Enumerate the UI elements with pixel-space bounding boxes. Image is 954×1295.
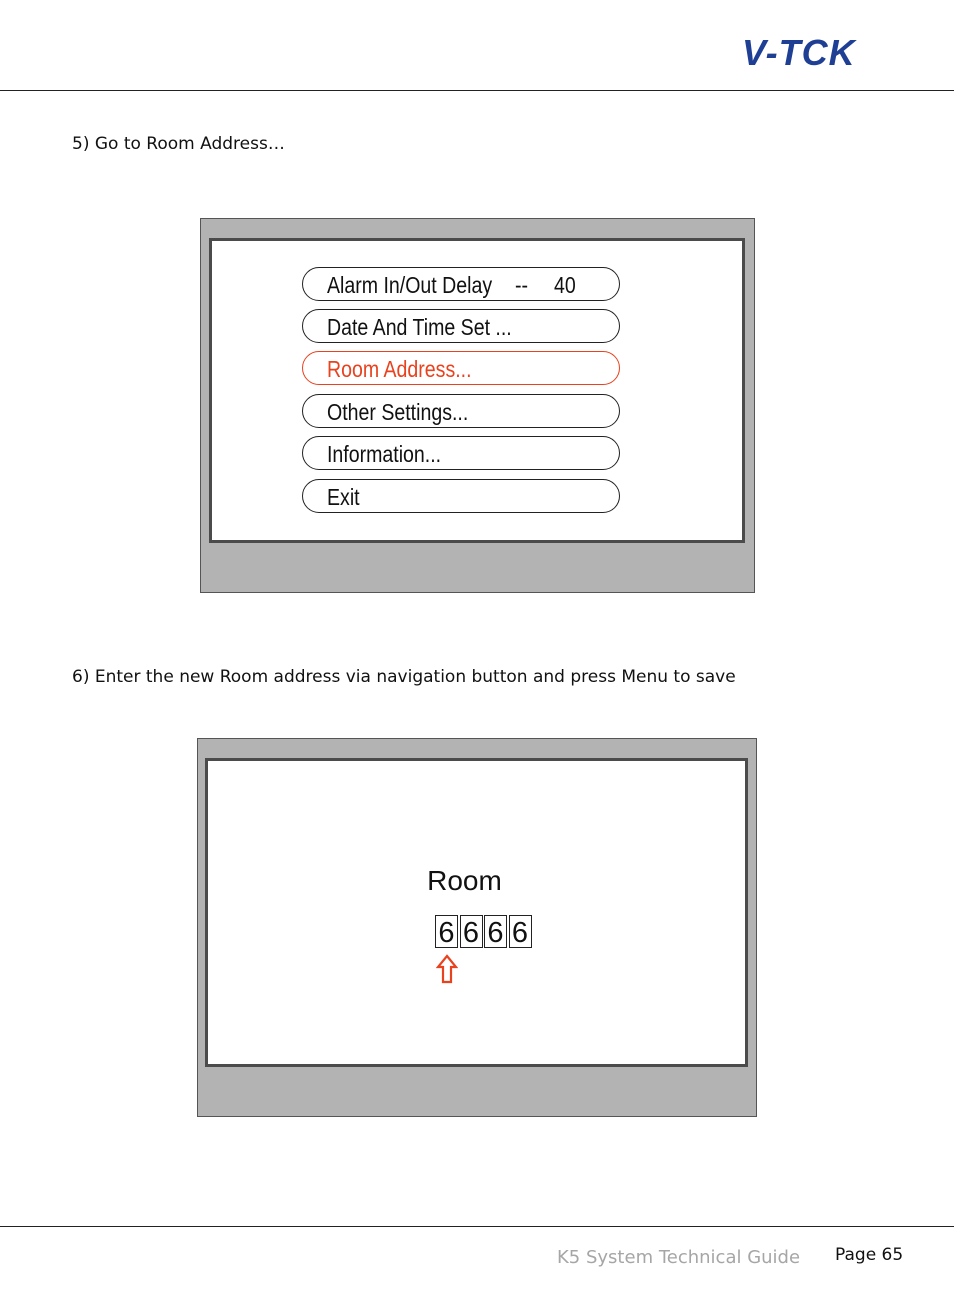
- menu-item-label: Alarm In/Out Delay: [327, 272, 493, 298]
- room-title: [208, 865, 745, 897]
- menu-item-information[interactable]: [302, 436, 620, 470]
- menu-item-other-settings[interactable]: [302, 394, 620, 428]
- menu-item-exit[interactable]: [302, 479, 620, 513]
- v-tck-logo: [742, 34, 884, 74]
- room-digit[interactable]: 6: [460, 915, 483, 948]
- room-address-screen: [197, 738, 757, 1117]
- menu-item-label: Exit: [327, 484, 360, 510]
- header-rule: [0, 90, 954, 91]
- room-address-panel: [205, 758, 748, 1067]
- room-digits: [435, 915, 533, 948]
- settings-menu-panel: [209, 238, 745, 543]
- delay-value: 40: [554, 272, 576, 298]
- logo-text: V-TCK: [742, 34, 856, 73]
- step-5-text: 5) Go to Room Address…: [72, 134, 285, 154]
- menu-item-room-address[interactable]: [302, 351, 620, 385]
- menu-item-label: Room Address...: [327, 356, 472, 382]
- footer-page-number: Page 65: [835, 1245, 904, 1265]
- room-title-text: Room: [427, 865, 502, 896]
- up-arrow-icon: [436, 954, 458, 984]
- room-digit[interactable]: 6: [509, 915, 532, 948]
- step-6-text: 6) Enter the new Room address via navigation button and press Menu to save: [72, 667, 736, 687]
- menu-item-label: Date And Time Set ...: [327, 314, 512, 340]
- footer-doc-title: K5 System Technical Guide: [557, 1247, 801, 1268]
- footer-rule: [0, 1226, 954, 1227]
- room-digit[interactable]: 6: [484, 915, 507, 948]
- menu-item-alarm-delay[interactable]: [302, 267, 620, 301]
- menu-item-date-time[interactable]: [302, 309, 620, 343]
- settings-menu-screen: [200, 218, 755, 593]
- room-digit[interactable]: 6: [435, 915, 458, 948]
- delay-separator: --: [515, 272, 529, 298]
- menu-item-label: Other Settings...: [327, 399, 469, 425]
- menu-item-label: Information...: [327, 441, 442, 467]
